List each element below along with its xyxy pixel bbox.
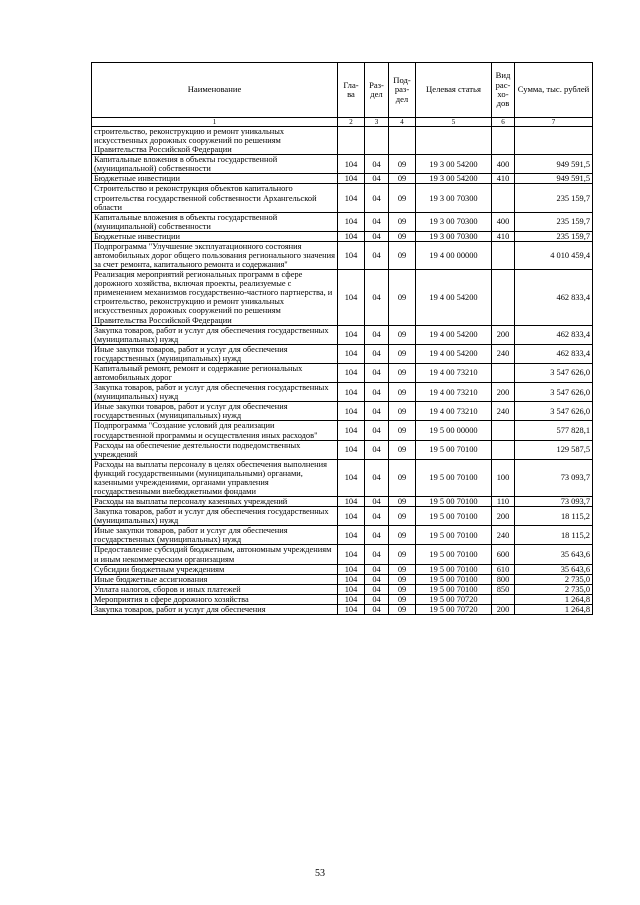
cell-sum [515, 127, 593, 155]
cell-name: Бюджетные инвестиции [92, 231, 338, 241]
cell-sum: 949 591,5 [515, 155, 593, 174]
table-row [92, 564, 593, 574]
column-number: 2 [338, 118, 365, 127]
cell-target: 19 5 00 70100 [416, 574, 492, 584]
cell-section: 04 [365, 584, 389, 594]
cell-sum: 3 547 626,0 [515, 383, 593, 402]
cell-sum: 129 587,5 [515, 440, 593, 459]
cell-section: 04 [365, 270, 389, 325]
cell-chapter: 104 [338, 507, 365, 526]
cell-subsection: 09 [389, 344, 416, 363]
table-row [92, 325, 593, 344]
cell-section: 04 [365, 507, 389, 526]
cell-subsection: 09 [389, 440, 416, 459]
cell-sum: 1 264,8 [515, 604, 593, 614]
table-row [92, 594, 593, 604]
cell-section: 04 [365, 325, 389, 344]
table-row [92, 363, 593, 382]
cell-type: 410 [492, 231, 515, 241]
cell-target: 19 4 00 54200 [416, 344, 492, 363]
cell-sum: 18 115,2 [515, 507, 593, 526]
header-target: Целевая статья [416, 63, 492, 118]
table-row [92, 402, 593, 421]
cell-section [365, 127, 389, 155]
cell-sum: 949 591,5 [515, 174, 593, 184]
cell-type: 410 [492, 174, 515, 184]
cell-chapter: 104 [338, 574, 365, 584]
cell-target: 19 3 00 70300 [416, 184, 492, 212]
cell-chapter: 104 [338, 325, 365, 344]
cell-section: 04 [365, 363, 389, 382]
table-row [92, 507, 593, 526]
table-row [92, 127, 593, 155]
cell-name: Закупка товаров, работ и услуг для обеспечения государственных (муниципальных) нужд [92, 507, 338, 526]
table-row [92, 421, 593, 440]
cell-type: 200 [492, 325, 515, 344]
cell-target: 19 4 00 54200 [416, 270, 492, 325]
cell-sum: 235 159,7 [515, 212, 593, 231]
cell-section: 04 [365, 545, 389, 564]
cell-name: Закупка товаров, работ и услуг для обеспечения государственных (муниципальных) нужд [92, 383, 338, 402]
cell-chapter: 104 [338, 594, 365, 604]
cell-target: 19 5 00 70100 [416, 584, 492, 594]
cell-target: 19 3 00 54200 [416, 174, 492, 184]
cell-chapter: 104 [338, 241, 365, 269]
cell-sum: 2 735,0 [515, 574, 593, 584]
cell-sum: 73 093,7 [515, 497, 593, 507]
cell-section: 04 [365, 184, 389, 212]
cell-type: 240 [492, 344, 515, 363]
cell-target: 19 5 00 70720 [416, 604, 492, 614]
header-name: Наименование [92, 63, 338, 118]
cell-sum: 3 547 626,0 [515, 402, 593, 421]
cell-type [492, 363, 515, 382]
cell-target: 19 5 00 70100 [416, 497, 492, 507]
cell-type [492, 184, 515, 212]
table-row [92, 241, 593, 269]
cell-subsection: 09 [389, 564, 416, 574]
cell-chapter: 104 [338, 421, 365, 440]
cell-sum: 462 833,4 [515, 325, 593, 344]
cell-subsection: 09 [389, 594, 416, 604]
cell-subsection: 09 [389, 383, 416, 402]
cell-section: 04 [365, 497, 389, 507]
cell-sum: 18 115,2 [515, 526, 593, 545]
cell-sum: 235 159,7 [515, 231, 593, 241]
header-type: Вид рас-хо-дов [492, 63, 515, 118]
cell-section: 04 [365, 241, 389, 269]
cell-name: Расходы на обеспечение деятельности подведомственных учреждений [92, 440, 338, 459]
cell-target: 19 4 00 73210 [416, 363, 492, 382]
cell-section: 04 [365, 383, 389, 402]
cell-chapter: 104 [338, 270, 365, 325]
table-row [92, 383, 593, 402]
cell-target: 19 4 00 73210 [416, 383, 492, 402]
column-number: 6 [492, 118, 515, 127]
cell-name: Подпрограмма "Улучшение эксплуатационного состояния автомобильных дорог общего пользования регионального значения за счет ремонта, капитального ремонта и содержания" [92, 241, 338, 269]
cell-chapter: 104 [338, 545, 365, 564]
cell-type: 200 [492, 507, 515, 526]
column-number: 5 [416, 118, 492, 127]
cell-section: 04 [365, 212, 389, 231]
cell-chapter: 104 [338, 174, 365, 184]
cell-chapter: 104 [338, 564, 365, 574]
cell-section: 04 [365, 155, 389, 174]
cell-subsection: 09 [389, 212, 416, 231]
cell-chapter: 104 [338, 231, 365, 241]
cell-subsection: 09 [389, 604, 416, 614]
cell-subsection: 09 [389, 325, 416, 344]
cell-sum: 235 159,7 [515, 184, 593, 212]
cell-sum: 462 833,4 [515, 344, 593, 363]
cell-subsection: 09 [389, 497, 416, 507]
cell-chapter: 104 [338, 184, 365, 212]
cell-subsection: 09 [389, 459, 416, 496]
cell-chapter: 104 [338, 212, 365, 231]
cell-subsection: 09 [389, 241, 416, 269]
cell-name: Иные закупки товаров, работ и услуг для обеспечения государственных (муниципальных) нужд [92, 402, 338, 421]
cell-sum: 4 010 459,4 [515, 241, 593, 269]
cell-chapter: 104 [338, 584, 365, 594]
page-number: 53 [315, 868, 325, 879]
cell-chapter: 104 [338, 526, 365, 545]
cell-chapter: 104 [338, 363, 365, 382]
cell-sum: 2 735,0 [515, 584, 593, 594]
cell-name: Закупка товаров, работ и услуг для обеспечения [92, 604, 338, 614]
cell-subsection: 09 [389, 363, 416, 382]
cell-chapter: 104 [338, 383, 365, 402]
cell-chapter: 104 [338, 604, 365, 614]
cell-section: 04 [365, 344, 389, 363]
table-row [92, 584, 593, 594]
table-row [92, 574, 593, 584]
cell-type [492, 594, 515, 604]
table-row [92, 231, 593, 241]
cell-type: 800 [492, 574, 515, 584]
cell-sum: 35 643,6 [515, 564, 593, 574]
cell-target: 19 3 00 70300 [416, 231, 492, 241]
cell-name: Капитальный ремонт, ремонт и содержание региональных автомобильных дорог [92, 363, 338, 382]
cell-target: 19 5 00 00000 [416, 421, 492, 440]
cell-sum: 577 828,1 [515, 421, 593, 440]
table-row [92, 497, 593, 507]
cell-type: 200 [492, 604, 515, 614]
cell-name: Субсидии бюджетным учреждениям [92, 564, 338, 574]
cell-section: 04 [365, 564, 389, 574]
cell-target: 19 5 00 70100 [416, 526, 492, 545]
cell-subsection [389, 127, 416, 155]
cell-subsection: 09 [389, 574, 416, 584]
cell-name: строительство, реконструкцию и ремонт уникальных искусственных дорожных сооружений по решениям Правительства Российской Федерации [92, 127, 338, 155]
table-row [92, 270, 593, 325]
cell-subsection: 09 [389, 231, 416, 241]
cell-name: Мероприятия в сфере дорожного хозяйства [92, 594, 338, 604]
budget-table [91, 62, 593, 615]
cell-type [492, 421, 515, 440]
cell-subsection: 09 [389, 402, 416, 421]
cell-name: Закупка товаров, работ и услуг для обеспечения государственных (муниципальных) нужд [92, 325, 338, 344]
cell-sum: 462 833,4 [515, 270, 593, 325]
table-body [92, 127, 593, 615]
cell-type: 600 [492, 545, 515, 564]
cell-type: 400 [492, 155, 515, 174]
cell-subsection: 09 [389, 421, 416, 440]
table-row [92, 212, 593, 231]
cell-type: 400 [492, 212, 515, 231]
cell-type: 240 [492, 402, 515, 421]
cell-target [416, 127, 492, 155]
cell-subsection: 09 [389, 155, 416, 174]
cell-name: Подпрограмма "Создание условий для реализации государственной программы и осуществления иных расходов" [92, 421, 338, 440]
cell-chapter: 104 [338, 155, 365, 174]
column-number-row [92, 118, 593, 127]
cell-name: Уплата налогов, сборов и иных платежей [92, 584, 338, 594]
cell-subsection: 09 [389, 174, 416, 184]
cell-name: Капитальные вложения в объекты государственной (муниципальной) собственности [92, 212, 338, 231]
table-row [92, 545, 593, 564]
cell-section: 04 [365, 231, 389, 241]
cell-subsection: 09 [389, 270, 416, 325]
cell-subsection: 09 [389, 545, 416, 564]
cell-type [492, 241, 515, 269]
cell-name: Иные закупки товаров, работ и услуг для обеспечения государственных (муниципальных) нужд [92, 526, 338, 545]
cell-target: 19 5 00 70100 [416, 545, 492, 564]
cell-section: 04 [365, 174, 389, 184]
cell-name: Иные бюджетные ассигнования [92, 574, 338, 584]
column-number: 1 [92, 118, 338, 127]
table-row [92, 604, 593, 614]
header-row [92, 63, 593, 118]
table-row [92, 526, 593, 545]
cell-subsection: 09 [389, 184, 416, 212]
cell-section: 04 [365, 459, 389, 496]
column-number: 3 [365, 118, 389, 127]
cell-name: Капитальные вложения в объекты государственной (муниципальной) собственности [92, 155, 338, 174]
cell-subsection: 09 [389, 507, 416, 526]
cell-target: 19 3 00 54200 [416, 155, 492, 174]
cell-section: 04 [365, 402, 389, 421]
cell-target: 19 5 00 70100 [416, 440, 492, 459]
cell-name: Расходы на выплаты персоналу казенных учреждений [92, 497, 338, 507]
table-row [92, 440, 593, 459]
cell-subsection: 09 [389, 584, 416, 594]
table-row [92, 174, 593, 184]
cell-type: 240 [492, 526, 515, 545]
cell-target: 19 5 00 70100 [416, 564, 492, 574]
cell-name: Строительство и реконструкция объектов капитального строительства государственной собственности Архангельской области [92, 184, 338, 212]
cell-section: 04 [365, 421, 389, 440]
cell-section: 04 [365, 526, 389, 545]
cell-type [492, 127, 515, 155]
cell-target: 19 3 00 70300 [416, 212, 492, 231]
cell-target: 19 4 00 73210 [416, 402, 492, 421]
header-section: Раз-дел [365, 63, 389, 118]
cell-sum: 1 264,8 [515, 594, 593, 604]
cell-chapter: 104 [338, 440, 365, 459]
cell-name: Бюджетные инвестиции [92, 174, 338, 184]
cell-target: 19 4 00 54200 [416, 325, 492, 344]
cell-target: 19 5 00 70100 [416, 507, 492, 526]
cell-chapter: 104 [338, 344, 365, 363]
table-row [92, 184, 593, 212]
cell-target: 19 4 00 00000 [416, 241, 492, 269]
table-row [92, 155, 593, 174]
cell-name: Иные закупки товаров, работ и услуг для обеспечения государственных (муниципальных) нужд [92, 344, 338, 363]
cell-chapter: 104 [338, 459, 365, 496]
cell-section: 04 [365, 604, 389, 614]
cell-target: 19 5 00 70100 [416, 459, 492, 496]
cell-chapter: 104 [338, 497, 365, 507]
cell-sum: 35 643,6 [515, 545, 593, 564]
header-sum: Сумма, тыс. рублей [515, 63, 593, 118]
cell-type: 100 [492, 459, 515, 496]
cell-target: 19 5 00 70720 [416, 594, 492, 604]
cell-type: 200 [492, 383, 515, 402]
cell-chapter [338, 127, 365, 155]
header-chapter: Гла-ва [338, 63, 365, 118]
cell-section: 04 [365, 440, 389, 459]
cell-section: 04 [365, 574, 389, 584]
cell-subsection: 09 [389, 526, 416, 545]
cell-type: 850 [492, 584, 515, 594]
cell-sum: 3 547 626,0 [515, 363, 593, 382]
cell-section: 04 [365, 594, 389, 604]
cell-type: 610 [492, 564, 515, 574]
cell-type [492, 270, 515, 325]
cell-type [492, 440, 515, 459]
column-number: 7 [515, 118, 593, 127]
cell-name: Расходы на выплаты персоналу в целях обеспечения выполнения функций государственными (муниципальными) органами, казенными учреждениями, органами управления государственными внебюджетными фондами [92, 459, 338, 496]
cell-type: 110 [492, 497, 515, 507]
cell-chapter: 104 [338, 402, 365, 421]
column-number: 4 [389, 118, 416, 127]
header-subsection: Под-раз-дел [389, 63, 416, 118]
cell-name: Реализация мероприятий региональных программ в сфере дорожного хозяйства, включая проекты, реализуемые с применением механизмов государственно-частного партнерства, и строительство, реконструкцию и ремонт уникальных искусственных дорожных сооружений по решениям Правительства Российской Федерации [92, 270, 338, 325]
cell-sum: 73 093,7 [515, 459, 593, 496]
table-row [92, 344, 593, 363]
table-row [92, 459, 593, 496]
cell-name: Предоставление субсидий бюджетным, автономным учреждениям и иным некоммерческим организациям [92, 545, 338, 564]
